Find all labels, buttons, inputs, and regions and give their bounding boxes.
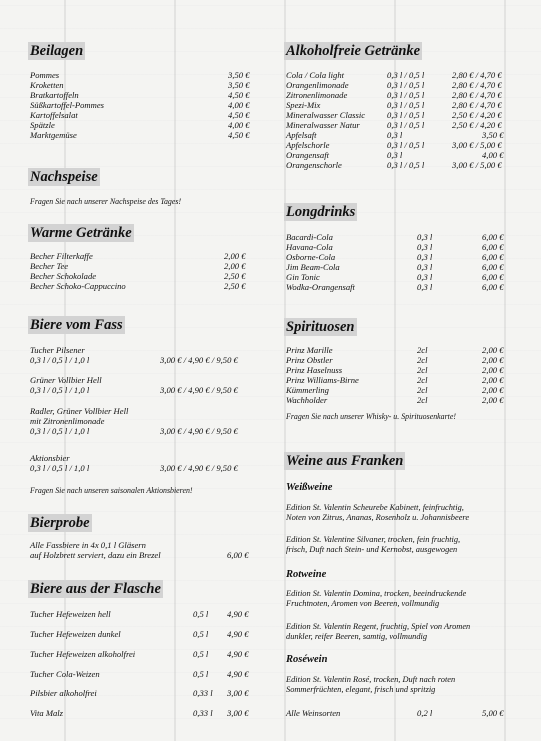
item-prices: 3,00 € / 4,90 € / 9,50 €: [160, 385, 238, 395]
item-name: Apfelschorle: [286, 140, 330, 150]
item-size: 2cl: [417, 385, 428, 395]
item-price: 4,90 €: [227, 629, 249, 639]
item-price: 2,50 €: [224, 281, 246, 291]
item-size: 0,5 l: [193, 609, 209, 619]
menu-item: [30, 80, 256, 90]
item-sizes: 0,3 l / 0,5 l / 1,0 l: [30, 463, 90, 473]
item-size: 0,5 l: [193, 649, 209, 659]
section-title: Alkoholfreie Getränke: [286, 43, 421, 59]
item-price: 4,50 €: [228, 110, 250, 120]
item-name: Spezi-Mix: [286, 100, 321, 110]
item-price: 2,80 € / 4,70 €: [452, 90, 502, 100]
menu-item: [286, 242, 511, 252]
item-name: Becher Schoko-Cappuccino: [30, 281, 126, 291]
item-name: Becher Schokolade: [30, 271, 97, 281]
menu-item: [286, 262, 511, 272]
nachspeise-note: Fragen Sie nach unserer Nachspeise des Tages!: [30, 197, 182, 206]
menu-item: [286, 282, 511, 292]
menu-item: [30, 669, 256, 679]
longdrinks-list: [286, 232, 511, 292]
item-price: 2,00 €: [482, 355, 504, 365]
item-name: Alle Weinsorten: [286, 708, 341, 718]
item-size: 0,3 l: [417, 232, 433, 242]
item-size: 0,33 l: [193, 688, 213, 698]
item-name: Apfelsaft: [286, 130, 317, 140]
item-size: 2cl: [417, 365, 428, 375]
item-price: 2,50 € / 4,20 €: [452, 120, 502, 130]
menu-item: [30, 629, 256, 639]
item-size: 0,3 l / 0,5 l: [387, 160, 425, 170]
item-size: 0,3 l / 0,5 l: [387, 120, 425, 130]
section-nachspeise: [30, 168, 256, 207]
fass-item: [30, 345, 256, 365]
menu-item: [286, 90, 511, 100]
item-name: Prinz Marille: [286, 345, 333, 355]
item-name: Havana-Cola: [286, 242, 333, 252]
item-size: 0,3 l: [387, 130, 403, 140]
spirituosen-note: Fragen Sie nach unserer Whisky- u. Spirituosenkarte!: [286, 412, 456, 421]
item-name: Tucher Cola-Weizen: [30, 669, 100, 679]
wine-description: Edition St. Valentin Regent, fruchtig, Spiel von Aromen dunkler, reifer Beeren, samtig, vollmundig: [286, 622, 471, 641]
menu-item: [30, 281, 256, 291]
item-prices: 3,00 € / 4,90 € / 9,50 €: [160, 355, 238, 365]
item-price: 6,00 €: [482, 232, 504, 242]
section-longdrinks: [286, 203, 511, 292]
menu-item: [286, 385, 511, 395]
item-name: Osborne-Cola: [286, 252, 336, 262]
item-sizes: 0,3 l / 0,5 l / 1,0 l: [30, 426, 90, 436]
section-title: Longdrinks: [286, 204, 356, 220]
item-name: Wodka-Orangensaft: [286, 282, 355, 292]
wine-description: Edition St. Valentin Rosé, trocken, Duft nach roten Sommerfrüchten, elegant, frisch und spritzig: [286, 675, 456, 694]
menu-item: [30, 100, 256, 110]
menu-item: [286, 365, 511, 375]
item-size: 0,3 l / 0,5 l: [387, 70, 425, 80]
item-price: 6,00 €: [482, 242, 504, 252]
item-name: Prinz Obstler: [286, 355, 333, 365]
item-size: 0,3 l / 0,5 l: [387, 140, 425, 150]
menu-item: [286, 100, 511, 110]
item-name: Mineralwasser Natur: [286, 120, 360, 130]
menu-item: [30, 110, 256, 120]
menu-item: [286, 110, 511, 120]
subsection-weissweine: Weißweine: [286, 482, 333, 493]
menu-item: [30, 688, 256, 698]
item-name: Zitronenlimonade: [286, 90, 348, 100]
item-name: Kümmerling: [286, 385, 329, 395]
item-price: 2,50 €: [224, 271, 246, 281]
item-size: 2cl: [417, 345, 428, 355]
item-price: 2,00 €: [482, 345, 504, 355]
item-name: Tucher Hefeweizen dunkel: [30, 629, 121, 639]
menu-item: [286, 160, 511, 170]
section-biere-vom-fass: [30, 316, 256, 495]
menu-item: [30, 271, 256, 281]
item-size: 0,2 l: [417, 708, 433, 718]
item-price: 4,50 €: [228, 130, 250, 140]
item-name: Tucher Pilsener: [30, 345, 85, 355]
item-name: Bratkartoffeln: [30, 90, 79, 100]
section-biere-aus-der-flasche: [30, 580, 256, 718]
fass-note: Fragen Sie nach unseren saisonalen Aktionsbieren!: [30, 486, 193, 495]
section-title: Weine aus Franken: [286, 453, 404, 469]
item-name: Marktgemüse: [30, 130, 77, 140]
item-name: Becher Filterkaffe: [30, 251, 93, 261]
section-title: Spirituosen: [286, 319, 355, 335]
item-name: Bacardi-Cola: [286, 232, 333, 242]
menu-item: [286, 375, 511, 385]
section-beilagen: [30, 42, 256, 140]
item-size: 0,3 l: [417, 262, 433, 272]
item-price: 4,90 €: [227, 649, 249, 659]
section-title: Biere vom Fass: [30, 317, 123, 333]
fass-item: [30, 453, 256, 473]
item-name: Orangensaft: [286, 150, 329, 160]
item-price: 2,00 €: [482, 395, 504, 405]
spirituosen-list: [286, 345, 511, 405]
item-prices: 3,00 € / 4,90 € / 9,50 €: [160, 426, 238, 436]
section-title: Beilagen: [30, 43, 84, 59]
section-title: Warme Getränke: [30, 225, 132, 241]
item-size: 0,3 l: [387, 150, 403, 160]
item-size: 2cl: [417, 395, 428, 405]
section-spirituosen: [286, 318, 511, 422]
item-name-line2: mit Zitronenlimonade: [30, 416, 105, 426]
item-price: 4,90 €: [227, 669, 249, 679]
menu-item: [286, 130, 511, 140]
item-prices: 3,00 € / 4,90 € / 9,50 €: [160, 463, 238, 473]
item-size: 0,33 l: [193, 708, 213, 718]
item-name: Tucher Hefeweizen hell: [30, 609, 111, 619]
item-size: 0,3 l: [417, 252, 433, 262]
wine-description: Edition St. Valentin Domina, trocken, beeindruckende Fruchtnoten, Aromen von Beeren, vollmundig: [286, 589, 467, 608]
item-price: 3,00 € / 5,00 €: [452, 140, 502, 150]
bierprobe-line: Alle Fassbiere in 4x 0,1 l Gläsern: [30, 540, 146, 550]
bierprobe-line: auf Holzbrett serviert, dazu ein Brezel: [30, 550, 161, 560]
item-price: 4,90 €: [227, 609, 249, 619]
section-warme-getraenke: [30, 224, 256, 291]
section-title: Bierprobe: [30, 515, 90, 531]
menu-item: [286, 120, 511, 130]
item-price: 4,00 €: [482, 150, 504, 160]
item-price: 3,00 €: [227, 708, 249, 718]
fass-item: [30, 406, 256, 436]
item-name: Radler, Grüner Vollbier Hell: [30, 406, 129, 416]
menu-item: [30, 251, 256, 261]
item-size: 0,3 l / 0,5 l: [387, 100, 425, 110]
item-size: 0,5 l: [193, 669, 209, 679]
item-name: Süßkartoffel-Pommes: [30, 100, 104, 110]
item-name: Prinz Haselnuss: [286, 365, 343, 375]
item-price: 2,00 €: [482, 385, 504, 395]
item-price: 6,00 €: [482, 262, 504, 272]
item-price: 2,50 € / 4,20 €: [452, 110, 502, 120]
item-name: Gin Tonic: [286, 272, 320, 282]
item-size: 2cl: [417, 375, 428, 385]
item-size: 0,3 l: [417, 242, 433, 252]
menu-item: [30, 609, 256, 619]
wine-description: Edition St. Valentin Scheurebe Kabinett, feinfruchtig, Noten von Zitrus, Ananas, Rosenholz u. Johannisbeere: [286, 503, 470, 522]
item-name: Tucher Hefeweizen alkoholfrei: [30, 649, 136, 659]
item-price: 4,50 €: [228, 90, 250, 100]
item-price: 4,00 €: [228, 100, 250, 110]
item-size: 0,3 l / 0,5 l: [387, 110, 425, 120]
item-name: Kartoffelsalat: [30, 110, 78, 120]
wine-description: Edition St. Valentine Silvaner, trocken, fein fruchtig, frisch, Duft nach Stein- und Kernobst, ausgewogen: [286, 535, 461, 554]
item-price: 2,80 € / 4,70 €: [452, 70, 502, 80]
menu-item-alle-weinsorten: [286, 708, 511, 718]
item-price: 6,00 €: [482, 252, 504, 262]
menu-item: [30, 120, 256, 130]
item-name: Prinz Williams-Birne: [286, 375, 359, 385]
item-name: Orangenschorle: [286, 160, 342, 170]
menu-item: [286, 232, 511, 242]
section-weine-aus-franken: [286, 452, 511, 718]
menu-item: [286, 140, 511, 150]
menu-item: [30, 261, 256, 271]
item-price: 2,00 €: [482, 375, 504, 385]
item-price: 2,00 €: [224, 251, 246, 261]
item-size: 0,3 l / 0,5 l: [387, 90, 425, 100]
menu-item: [30, 649, 256, 659]
menu-item: [286, 272, 511, 282]
item-name: Orangenlimonade: [286, 80, 349, 90]
item-name: Mineralwasser Classic: [286, 110, 366, 120]
item-price: 3,50 €: [228, 80, 250, 90]
menu-item: [30, 90, 256, 100]
item-price: 4,00 €: [228, 120, 250, 130]
menu-item: [286, 395, 511, 405]
item-name: Becher Tee: [30, 261, 69, 271]
item-size: 2cl: [417, 355, 428, 365]
item-price: 2,80 € / 4,70 €: [452, 80, 502, 90]
item-size: 0,3 l: [417, 282, 433, 292]
item-price: 2,00 €: [224, 261, 246, 271]
item-name: Grüner Vollbier Hell: [30, 375, 102, 385]
item-size: 0,3 l / 0,5 l: [387, 80, 425, 90]
section-title: Biere aus der Flasche: [30, 581, 161, 597]
menu-item: [286, 150, 511, 160]
item-price: 3,50 €: [482, 130, 504, 140]
alkoholfrei-list: [286, 70, 511, 170]
item-name: Cola / Cola light: [286, 70, 345, 80]
item-name: Spätzle: [30, 120, 55, 130]
item-name: Vita Malz: [30, 708, 64, 718]
menu-item: [286, 355, 511, 365]
subsection-rotweine: Rotweine: [286, 569, 327, 580]
warme-list: [30, 251, 256, 291]
item-price: 5,00 €: [482, 708, 504, 718]
section-alkoholfreie-getraenke: [286, 42, 511, 170]
bierprobe-text: [30, 540, 256, 560]
item-sizes: 0,3 l / 0,5 l / 1,0 l: [30, 385, 90, 395]
menu-item: [286, 70, 511, 80]
item-size: 0,3 l: [417, 272, 433, 282]
section-title: Nachspeise: [30, 169, 98, 185]
item-size: 0,5 l: [193, 629, 209, 639]
item-price: 6,00 €: [482, 272, 504, 282]
item-name: Pilsbier alkoholfrei: [30, 688, 97, 698]
beilagen-list: [30, 70, 256, 140]
menu-item: [30, 70, 256, 80]
item-name: Jim Beam-Cola: [286, 262, 340, 272]
item-price: 3,00 €: [227, 688, 249, 698]
item-price: 2,00 €: [482, 365, 504, 375]
item-name: Kroketten: [30, 80, 64, 90]
menu-item: [30, 708, 256, 718]
menu-item: [286, 80, 511, 90]
menu-item: [286, 252, 511, 262]
item-price: 2,80 € / 4,70 €: [452, 100, 502, 110]
menu-item: [30, 130, 256, 140]
item-price: 3,00 € / 5,00 €: [452, 160, 502, 170]
item-price: 6,00 €: [482, 282, 504, 292]
subsection-rosewein: Roséwein: [286, 654, 328, 665]
item-sizes: 0,3 l / 0,5 l / 1,0 l: [30, 355, 90, 365]
item-name: Wachholder: [286, 395, 328, 405]
item-name: Aktionsbier: [30, 453, 70, 463]
section-bierprobe: [30, 514, 256, 560]
menu-item: [286, 345, 511, 355]
item-name: Pommes: [30, 70, 60, 80]
item-price: 3,50 €: [228, 70, 250, 80]
item-price: 6,00 €: [227, 550, 249, 560]
fass-item: [30, 375, 256, 395]
